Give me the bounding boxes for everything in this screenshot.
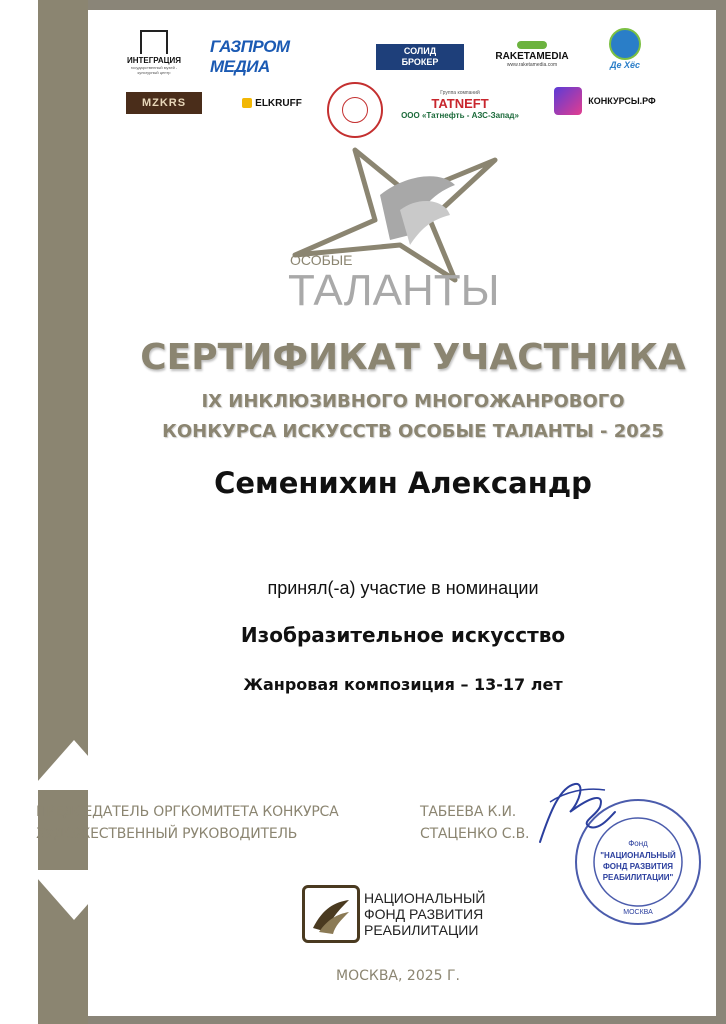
nomination-title: Изобразительное искусство bbox=[240, 623, 566, 647]
stamp-line4: РЕАБИЛИТАЦИИ" bbox=[602, 873, 674, 882]
stamp-line1: Фонд bbox=[628, 839, 648, 848]
integratsiya-name: ИНТЕГРАЦИЯ bbox=[126, 55, 182, 65]
disc-icon bbox=[609, 28, 641, 60]
tatneft-branch: ООО «Татнефть - АЗС-Запад» bbox=[401, 111, 519, 120]
handwritten-signature bbox=[530, 772, 620, 852]
solid-name: СОЛИД bbox=[403, 46, 437, 56]
tatneft-logo bbox=[398, 84, 522, 126]
hand-small-icon bbox=[400, 201, 450, 245]
frame-top-border bbox=[0, 0, 726, 10]
integratsiya-logo bbox=[120, 26, 188, 78]
fund-line1: НАЦИОНАЛЬНЫЙ bbox=[364, 890, 486, 906]
elkruff-name: ELKRUFF bbox=[255, 97, 302, 109]
konkursy-name: КОНКУРСЫ.РФ bbox=[588, 96, 656, 106]
russian-peace-fund-emblem bbox=[327, 82, 383, 138]
certificate-title: СЕРТИФИКАТ УЧАСТНИКА bbox=[140, 337, 686, 378]
stamp-line2: "НАЦИОНАЛЬНЫЙ bbox=[600, 851, 676, 860]
mzkrs-name: MZKRS bbox=[141, 97, 187, 109]
osobye-talanty-emblem bbox=[280, 140, 530, 310]
rocket-icon bbox=[517, 41, 547, 49]
side-triangle-down-icon bbox=[30, 870, 118, 920]
city-year: МОСКВА, 2025 Г. bbox=[336, 968, 460, 984]
elkruff-mark-icon bbox=[242, 98, 252, 108]
participant-name: Семенихин Александр bbox=[214, 466, 592, 500]
gazprom-media-logo bbox=[210, 37, 350, 76]
signatory-role-director: ХУДОЖЕСТВЕННЫЙ РУКОВОДИТЕЛЬ bbox=[36, 826, 298, 842]
raketamedia-url: www.raketamedia.com bbox=[506, 61, 558, 68]
emblem-word-osobye: ОСОБЫЕ bbox=[290, 252, 353, 268]
fund-line3: РЕАБИЛИТАЦИИ bbox=[364, 922, 479, 938]
stamp-line3: ФОНД РАЗВИТИЯ bbox=[602, 862, 674, 871]
gazprom-media-name: ГАЗПРОМ МЕДИА bbox=[210, 37, 290, 76]
national-fund-logo-icon bbox=[302, 885, 360, 943]
konkursy-rf-logo bbox=[542, 86, 668, 116]
national-fund-name bbox=[364, 890, 524, 938]
signatory-name-chair: ТАБЕЕВА К.И. bbox=[420, 804, 516, 820]
side-triangle-up-icon bbox=[30, 740, 118, 790]
solid-broker-logo bbox=[376, 44, 464, 70]
fund-line2: ФОНД РАЗВИТИЯ bbox=[364, 906, 484, 922]
mzkrs-logo bbox=[126, 92, 202, 114]
solid-broker-word: БРОКЕР bbox=[401, 57, 439, 67]
accepted-text: принял(-а) участие в номинации bbox=[267, 578, 539, 598]
category-text: Жанровая композиция – 13-17 лет bbox=[243, 675, 563, 694]
peace-fund-inner-circle-icon bbox=[342, 97, 368, 123]
dehes-logo bbox=[598, 26, 652, 72]
certificate-subtitle-line2: КОНКУРСА ИСКУССТВ ОСОБЫЕ ТАЛАНТЫ - 2025 bbox=[162, 421, 664, 442]
emblem-word-talanty: ТАЛАНТЫ bbox=[288, 266, 500, 310]
raketamedia-name: RAKETAMEDIA bbox=[495, 50, 569, 62]
tatneft-name: TATNEFT bbox=[431, 96, 489, 111]
tatneft-group: Группа компаний bbox=[440, 90, 480, 96]
frame-bottom-border bbox=[0, 1016, 726, 1024]
arch-icon bbox=[140, 30, 168, 54]
konkursy-k-icon bbox=[554, 87, 582, 115]
certificate-subtitle-line1: IX ИНКЛЮЗИВНОГО МНОГОЖАНРОВОГО bbox=[201, 391, 625, 412]
frame-right-border bbox=[716, 0, 726, 1024]
dehes-name: Де Хёс bbox=[609, 60, 641, 70]
integratsiya-subtitle: государственный музей - культурный центр bbox=[130, 64, 178, 75]
raketamedia-logo bbox=[488, 36, 576, 72]
elkruff-logo bbox=[232, 94, 312, 112]
signatory-name-director: СТАЦЕНКО С.В. bbox=[420, 826, 530, 842]
stamp-city: МОСКВА bbox=[623, 909, 653, 916]
signatory-role-chair: ПРЕДСЕДАТЕЛЬ ОРГКОМИТЕТА КОНКУРСА bbox=[36, 804, 339, 820]
